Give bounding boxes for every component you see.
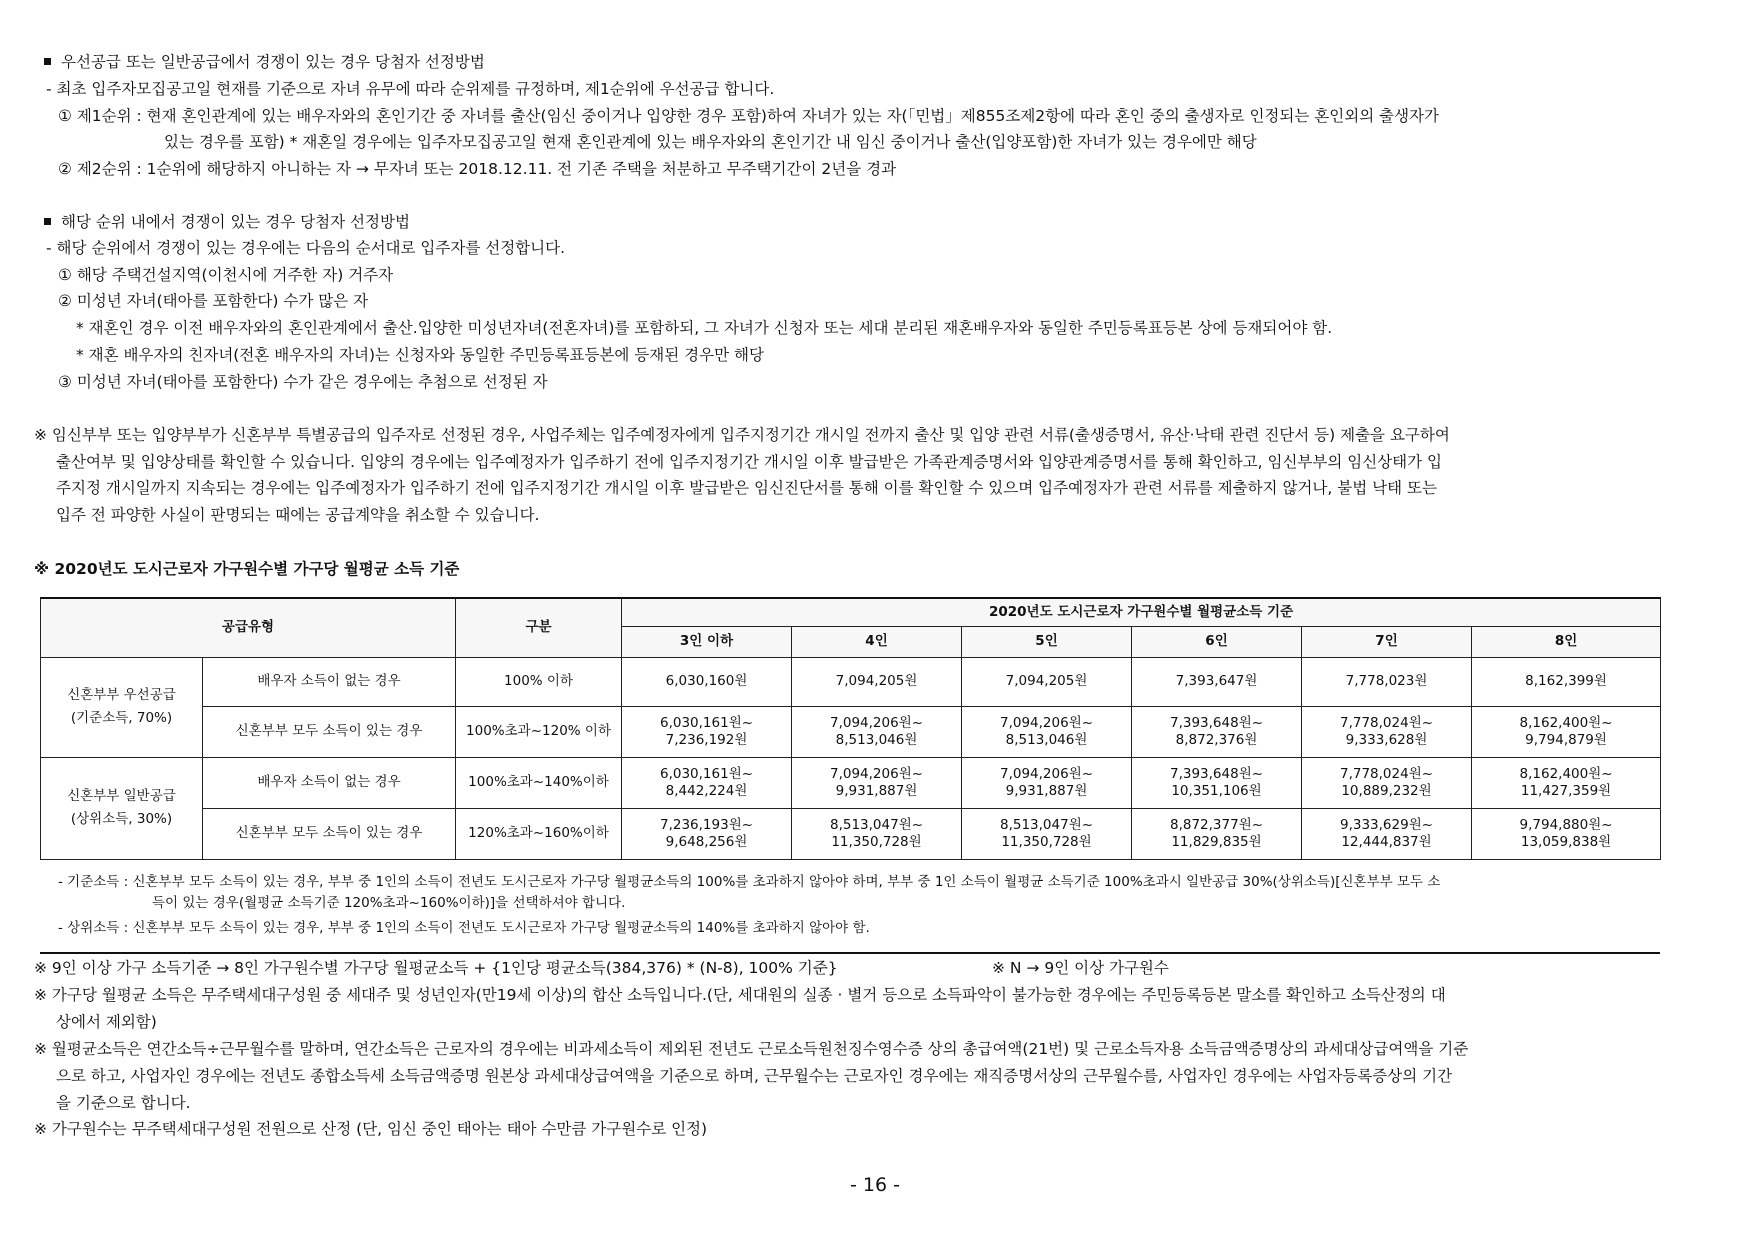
footer-note-household-income-cont: 상에서 제외함): [56, 1013, 157, 1031]
income-standard-table: [40, 597, 1661, 860]
income-cell: [962, 657, 1132, 706]
income-value: 11,350,728원: [831, 833, 922, 850]
income-value: 7,393,647원: [1175, 673, 1258, 689]
table-title: ※ 2020년도 도시근로자 가구원수별 가구당 월평균 소득 기준: [34, 560, 460, 578]
footer-note-monthly-income-cont1: 으로 하고, 사업자인 경우에는 전년도 종합소득세 소득금액증명 원본상 과세대상급여액을 기준으로 하며, 근무월수는 근로자인 경우에는 재직증명서상의 근무월수를, 사업자인 경우에는 사업자등록증상의 기간: [56, 1067, 1453, 1085]
range-label: 100%초과~120% 이하: [456, 706, 622, 757]
footer-note-9plus: ※ 9인 이상 가구 소득기준 → 8인 가구원수별 가구당 월평균소득 + {1인당 평균소득(384,376) * (N-8), 100% 기준}: [34, 959, 838, 977]
income-value: 8,872,376원: [1175, 731, 1258, 748]
table-row: [41, 657, 1661, 706]
income-value: 8,872,377원~: [1169, 816, 1264, 833]
section2-line1: - 해당 순위에서 경쟁이 있는 경우에는 다음의 순서대로 입주자를 선정합니다.: [46, 239, 566, 257]
notice-line-3: 주지정 개시일까지 지속되는 경우에는 입주예정자가 입주하기 전에 입주지정기간 개시일 이후 발급받은 임신진단서를 통해 이를 확인할 수 있으며 입주예정자가 관련 서류를 제출하지 않거나, 불법 낙태 또는: [56, 479, 1437, 497]
income-cell: [622, 757, 792, 808]
income-value: 7,094,206원~: [829, 765, 924, 782]
income-value: 9,794,879원: [1525, 731, 1607, 748]
income-value: 7,778,024원~: [1339, 714, 1434, 731]
group-priority-supply: [41, 657, 203, 757]
criterion-2-note2: * 재혼 배우자의 친자녀(전혼 배우자의 자녀)는 신청자와 동일한 주민등록표등본에 등재된 경우만 해당: [76, 346, 764, 364]
section2-heading: 해당 순위 내에서 경쟁이 있는 경우 당첨자 선정방법: [44, 212, 410, 232]
income-value: 7,778,023원: [1345, 673, 1428, 689]
income-value: 7,393,648원~: [1169, 765, 1264, 782]
income-value: 7,094,206원~: [999, 765, 1094, 782]
group-ratio: (기준소득, 70%): [70, 710, 173, 726]
group-general-supply: [41, 757, 203, 859]
income-value: 8,442,224원: [665, 782, 748, 799]
income-cell: [622, 808, 792, 859]
notice-line-2: 출산여부 및 입양상태를 확인할 수 있습니다. 입양의 경우에는 입주예정자가 입주하기 전에 입주지정기간 개시일 이후 발급받은 가족관계증명서와 입양관계증명서를 통해 확인하고, 임신부부의 임신상태가 입: [56, 453, 1443, 471]
income-value: 8,162,400원~: [1519, 765, 1613, 782]
income-value: 9,794,880원~: [1519, 816, 1613, 833]
page-number: - 16 -: [850, 1174, 900, 1196]
header-col-5: 5인: [962, 626, 1132, 657]
income-value: 7,236,192원: [665, 731, 748, 748]
table-note-base-income: - 기준소득 : 신혼부부 모두 소득이 있는 경우, 부부 중 1인의 소득이 전년도 도시근로자 가구당 월평균소득의 100%를 초과하지 않아야 하며, 부부 중 1인 소득이 월평균 소득기준 100%초과시 일반공급 30%(상위소득)[신혼부부 모두 소: [58, 874, 1441, 890]
header-division: 구분: [456, 598, 622, 657]
income-value: 8,162,400원~: [1519, 714, 1613, 731]
income-value: 8,513,046원: [835, 731, 918, 748]
income-value: 10,351,106원: [1171, 782, 1262, 799]
income-cell: [1472, 757, 1661, 808]
income-cell: [1302, 808, 1472, 859]
income-value: 7,094,205원: [835, 673, 918, 689]
table-note-upper-income: - 상위소득 : 신혼부부 모두 소득이 있는 경우, 부부 중 1인의 소득이 전년도 도시근로자 가구당 월평균소득의 140%를 초과하지 않아야 함.: [58, 920, 870, 936]
income-cell: [1472, 657, 1661, 706]
income-value: 11,350,728원: [1001, 833, 1092, 850]
income-cell: [1472, 808, 1661, 859]
income-value: 8,162,399원: [1525, 673, 1607, 689]
income-cell: [1132, 757, 1302, 808]
section1-heading: 우선공급 또는 일반공급에서 경쟁이 있는 경우 당첨자 선정방법: [44, 52, 485, 72]
header-income-group: 2020년도 도시근로자 가구원수별 월평균소득 기준: [622, 598, 1661, 626]
income-value: 11,427,359원: [1520, 782, 1612, 799]
income-value: 9,333,629원~: [1339, 816, 1434, 833]
income-value: 9,648,256원: [665, 833, 748, 850]
income-cell: [622, 706, 792, 757]
income-value: 8,513,047원~: [829, 816, 924, 833]
footer-note-monthly-income: ※ 월평균소득은 연간소득÷근무월수를 말하며, 연간소득은 근로자의 경우에는 비과세소득이 제외된 전년도 근로소득원천징수영수증 상의 총급여액(21번) 및 근로소득자용 소득금액증명상의 과세대상급여액을 기준: [34, 1040, 1469, 1058]
income-cell: [962, 757, 1132, 808]
income-value: 9,931,887원: [835, 782, 918, 799]
income-value: 9,931,887원: [1005, 782, 1088, 799]
income-value: 13,059,838원: [1520, 833, 1612, 850]
income-value: 6,030,160원: [665, 673, 748, 689]
income-value: 9,333,628원: [1345, 731, 1428, 748]
footer-note-household-income: ※ 가구당 월평균 소득은 무주택세대구성원 중 세대주 및 성년인자(만19세 이상)의 합산 소득입니다.(단, 세대원의 실종 · 별거 등으로 소득파악이 불가능한 경우에는 주민등록등본 말소를 확인하고 소득산정의 대: [34, 986, 1446, 1004]
income-cell: [1132, 808, 1302, 859]
table-row: [41, 706, 1661, 757]
income-cell: [962, 808, 1132, 859]
income-value: 7,094,206원~: [829, 714, 924, 731]
header-col-8: 8인: [1472, 626, 1661, 657]
rank1-text-cont: 있는 경우를 포함) * 재혼일 경우에는 입주자모집공고일 현재 혼인관계에 있는 배우자와의 혼인기간 내 임신 중이거나 출산(입양포함)한 자녀가 있는 경우에만 해당: [164, 133, 1257, 151]
income-value: 8,513,047원~: [999, 816, 1094, 833]
group-name: 신혼부부 일반공급: [67, 788, 176, 804]
footer-note-monthly-income-cont2: 을 기준으로 합니다.: [56, 1094, 191, 1112]
income-cell: [1132, 657, 1302, 706]
bullet-square-icon: [44, 58, 51, 65]
header-col-6: 6인: [1132, 626, 1302, 657]
notice-line-4: 입주 전 파양한 사실이 판명되는 때에는 공급계약을 취소할 수 있습니다.: [56, 506, 540, 524]
criterion-2-note1: * 재혼인 경우 이전 배우자와의 혼인관계에서 출산.입양한 미성년자녀(전혼자녀)를 포함하되, 그 자녀가 신청자 또는 세대 분리된 재혼배우자와 동일한 주민등록표등본 상에 등재되어야 함.: [76, 319, 1333, 337]
group-ratio: (상위소득, 30%): [70, 811, 173, 827]
income-cell: [1302, 657, 1472, 706]
rank2-text: ② 제2순위 : 1순위에 해당하지 아니하는 자 → 무자녀 또는 2018.12.11. 전 기존 주택을 처분하고 무주택기간이 2년을 경과: [58, 160, 897, 178]
case-label: 배우자 소득이 없는 경우: [203, 757, 456, 808]
footer-note-household-members: ※ 가구원수는 무주택세대구성원 전원으로 산정 (단, 임신 중인 태아는 태아 수만큼 가구원수로 인정): [34, 1120, 708, 1138]
header-col-3: 3인 이하: [622, 626, 792, 657]
bullet-square-icon: [44, 218, 51, 225]
notice-line-1: ※ 임신부부 또는 입양부부가 신혼부부 특별공급의 입주자로 선정된 경우, 사업주체는 입주예정자에게 입주지정기간 개시일 전까지 출산 및 입양 관련 서류(출생증명서, 유산·낙태 관련 진단서 등) 제출을 요구하여: [34, 426, 1450, 444]
header-col-7: 7인: [1302, 626, 1472, 657]
income-value: 8,513,046원: [1005, 731, 1088, 748]
range-label: 100% 이하: [456, 657, 622, 706]
income-cell: [792, 657, 962, 706]
case-label: 신혼부부 모두 소득이 있는 경우: [203, 706, 456, 757]
table-bottom-rule: [40, 952, 1660, 954]
income-value: 7,393,648원~: [1169, 714, 1264, 731]
income-cell: [792, 706, 962, 757]
income-value: 7,094,205원: [1005, 673, 1088, 689]
income-value: 7,778,024원~: [1339, 765, 1434, 782]
case-label: 신혼부부 모두 소득이 있는 경우: [203, 808, 456, 859]
case-label: 배우자 소득이 없는 경우: [203, 657, 456, 706]
income-value: 6,030,161원~: [659, 714, 754, 731]
income-cell: [792, 757, 962, 808]
criterion-1: ① 해당 주택건설지역(이천시에 거주한 자) 거주자: [58, 266, 394, 284]
income-value: 7,236,193원~: [659, 816, 754, 833]
income-cell: [962, 706, 1132, 757]
income-value: 7,094,206원~: [999, 714, 1094, 731]
group-name: 신혼부부 우선공급: [67, 687, 176, 703]
table-row: [41, 757, 1661, 808]
income-cell: [1302, 706, 1472, 757]
income-value: 12,444,837원: [1341, 833, 1432, 850]
table-row: [41, 808, 1661, 859]
income-value: 6,030,161원~: [659, 765, 754, 782]
income-value: 11,829,835원: [1171, 833, 1262, 850]
rank1-text: ① 제1순위 : 현재 혼인관계에 있는 배우자와의 혼인기간 중 자녀를 출산(임신 중이거나 입양한 경우 포함)하여 자녀가 있는 자(「민법」제855조제2항에 따라 혼인 중의 출생자로 인정되는 혼인외의 출생자가: [58, 107, 1439, 125]
income-cell: [1132, 706, 1302, 757]
criterion-3: ③ 미성년 자녀(태아를 포함한다) 수가 같은 경우에는 추첨으로 선정된 자: [58, 373, 548, 391]
range-label: 100%초과~140%이하: [456, 757, 622, 808]
range-label: 120%초과~160%이하: [456, 808, 622, 859]
income-cell: [792, 808, 962, 859]
income-cell: [1302, 757, 1472, 808]
income-value: 10,889,232원: [1341, 782, 1432, 799]
section1-line1: - 최초 입주자모집공고일 현재를 기준으로 자녀 유무에 따라 순위제를 규정하며, 제1순위에 우선공급 합니다.: [46, 80, 775, 98]
footer-note-n-def: ※ N → 9인 이상 가구원수: [992, 959, 1169, 977]
table-note-base-income-cont: 득이 있는 경우(월평균 소득기준 120%초과~160%이하)]을 선택하셔야 합니다.: [152, 895, 626, 911]
header-supply-type: 공급유형: [41, 598, 456, 657]
income-cell: [622, 657, 792, 706]
income-cell: [1472, 706, 1661, 757]
criterion-2: ② 미성년 자녀(태아를 포함한다) 수가 많은 자: [58, 292, 369, 310]
header-col-4: 4인: [792, 626, 962, 657]
